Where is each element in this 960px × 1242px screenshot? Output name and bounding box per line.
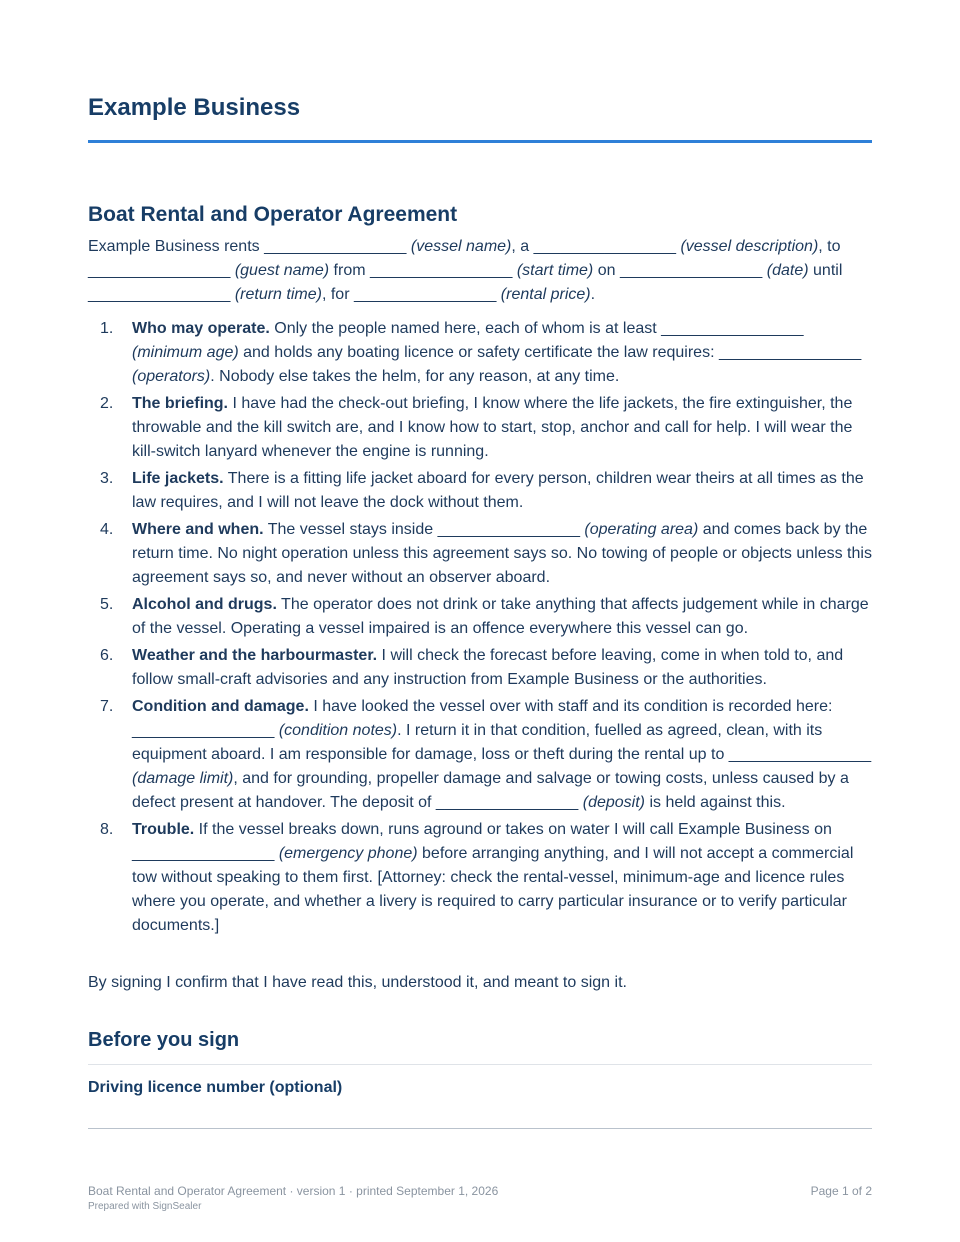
header-divider xyxy=(88,140,872,143)
vessel-description-hint: (vessel description) xyxy=(680,238,819,255)
condition-notes-hint: (condition notes) xyxy=(278,722,398,739)
licence-number-input[interactable] xyxy=(88,1100,872,1129)
clause-heading: Trouble. xyxy=(132,821,195,838)
return-time-blank: ________________ xyxy=(88,286,231,303)
footer-document-meta: Boat Rental and Operator Agreement · version 1 · printed September 1, 2026 xyxy=(88,1184,499,1198)
intro-text: , for xyxy=(321,286,354,303)
vessel-description-blank: ________________ xyxy=(533,238,676,255)
vessel-name-hint: (vessel name) xyxy=(410,238,512,255)
clause-heading: Who may operate. xyxy=(132,320,270,337)
clause-number: 2. xyxy=(100,395,114,412)
minimum-age-blank: ________________ xyxy=(661,320,804,337)
footer-prepared-with: Prepared with SignSealer xyxy=(88,1201,202,1212)
clause-list xyxy=(88,317,872,941)
clause-condition-and-damage xyxy=(88,695,872,815)
clause-text: . I return it in that condition, fuelled as agreed, clean, with its equipment aboard. I am responsible for damage, loss or theft during the rental up to xyxy=(132,722,823,763)
damage-limit-hint: (damage limit) xyxy=(132,770,234,787)
footer-page-number: Page 1 of 2 xyxy=(810,1184,872,1198)
guest-name-hint: (guest name) xyxy=(234,262,330,279)
vessel-name-blank: ________________ xyxy=(264,238,407,255)
rental-price-hint: (rental price) xyxy=(500,286,591,303)
section-divider xyxy=(88,1064,872,1065)
clause-text: If the vessel breaks down, runs aground or takes on water I will call Example Business on xyxy=(194,821,832,838)
emergency-phone-hint: (emergency phone) xyxy=(278,845,418,862)
rental-price-blank: ________________ xyxy=(353,286,497,303)
intro-text: , to xyxy=(818,238,841,255)
return-time-hint: (return time) xyxy=(234,286,322,303)
before-you-sign-title: Before you sign xyxy=(88,1029,240,1051)
clause-text: and comes back by the return time. No night operation unless this agreement says so. No towing of people or objects unless this agreement says so, and never without an observer aboard. xyxy=(132,521,872,586)
start-time-blank: ________________ xyxy=(369,262,513,279)
clause-alcohol-and-drugs xyxy=(88,593,872,641)
clause-text: Only the people named here, each of whom is at least xyxy=(269,320,662,337)
clause-heading: Alcohol and drugs. xyxy=(132,596,277,613)
clause-text: I will check the forecast before leaving, come in when told to, and follow small-craft advisories and any instruction from Example Business or the authorities. xyxy=(132,647,844,688)
clause-text: is held against this. xyxy=(645,794,786,811)
intro-paragraph xyxy=(88,235,872,307)
clause-number: 4. xyxy=(100,521,114,538)
clause-heading: Condition and damage. xyxy=(132,698,309,715)
operating-area-hint: (operating area) xyxy=(584,521,699,538)
intro-text: from xyxy=(329,262,370,279)
deposit-hint: (deposit) xyxy=(582,794,645,811)
clause-text: The vessel stays inside xyxy=(263,521,438,538)
intro-text: . xyxy=(590,286,596,303)
clause-number: 7. xyxy=(100,698,114,715)
clause-text: and holds any boating licence or safety certificate the law requires: xyxy=(238,344,719,361)
clause-briefing xyxy=(88,392,872,464)
damage-limit-blank: ________________ xyxy=(728,746,872,763)
clause-number: 3. xyxy=(100,470,114,487)
date-blank: ________________ xyxy=(619,262,763,279)
deposit-blank: ________________ xyxy=(435,794,579,811)
signing-confirmation: By signing I confirm that I have read this, understood it, and meant to sign it. xyxy=(88,974,627,991)
clause-heading: Weather and the harbourmaster. xyxy=(132,647,378,664)
clause-where-and-when xyxy=(88,518,872,590)
clause-life-jackets xyxy=(88,467,872,515)
operating-area-blank: ________________ xyxy=(437,521,580,538)
clause-heading: Where and when. xyxy=(132,521,264,538)
business-name: Example Business xyxy=(88,94,301,121)
clause-who-may-operate xyxy=(88,317,872,389)
date-hint: (date) xyxy=(766,262,809,279)
clause-text: , and for grounding, propeller damage and salvage or towing costs, unless caused by a defect present at handover. The deposit of xyxy=(132,770,849,811)
clause-text: I have looked the vessel over with staff and its condition is recorded here: xyxy=(308,698,833,715)
clause-text: The operator does not drink or take anything that affects judgement while in charge of the vessel. Operating a vessel impaired is an offence everywhere this vessel can go. xyxy=(132,596,869,637)
intro-text: , a xyxy=(511,238,534,255)
clause-number: 5. xyxy=(100,596,114,613)
emergency-phone-blank: ________________ xyxy=(132,845,275,862)
clause-number: 8. xyxy=(100,821,114,838)
condition-notes-blank: ________________ xyxy=(132,722,275,739)
clause-heading: The briefing. xyxy=(132,395,228,412)
clause-number: 6. xyxy=(100,647,114,664)
clause-heading: Life jackets. xyxy=(132,470,224,487)
clause-text: There is a fitting life jacket aboard for every person, children wear theirs at all times as the law requires, and I will not leave the dock without them. xyxy=(132,470,864,511)
operators-blank: ________________ xyxy=(718,344,862,361)
clause-text: I have had the check-out briefing, I know where the life jackets, the fire extinguisher, the throwable and the kill switch are, and I know how to start, stop, anchor and call for help. I will wear the kill-switch lanyard whenever the engine is running. xyxy=(132,395,853,460)
intro-text: until xyxy=(808,262,843,279)
clause-text: before arranging anything, and I will not accept a commercial tow without speaking to them first. [Attorney: check the rental-vessel, minimum-age and licence rules where you operate, and whether a livery is required to carry particular insurance or to verify particular documents.] xyxy=(132,845,854,934)
clause-number: 1. xyxy=(100,320,114,337)
start-time-hint: (start time) xyxy=(516,262,594,279)
clause-weather xyxy=(88,644,872,692)
guest-name-blank: ________________ xyxy=(88,262,231,279)
operators-hint: (operators) xyxy=(132,368,211,385)
clause-text: . Nobody else takes the helm, for any reason, at any time. xyxy=(210,368,620,385)
intro-text: Example Business rents xyxy=(88,238,265,255)
clause-trouble xyxy=(88,818,872,938)
intro-text: on xyxy=(593,262,620,279)
document-title: Boat Rental and Operator Agreement xyxy=(88,203,458,226)
licence-number-label: Driving licence number (optional) xyxy=(88,1079,343,1096)
minimum-age-hint: (minimum age) xyxy=(132,344,239,361)
